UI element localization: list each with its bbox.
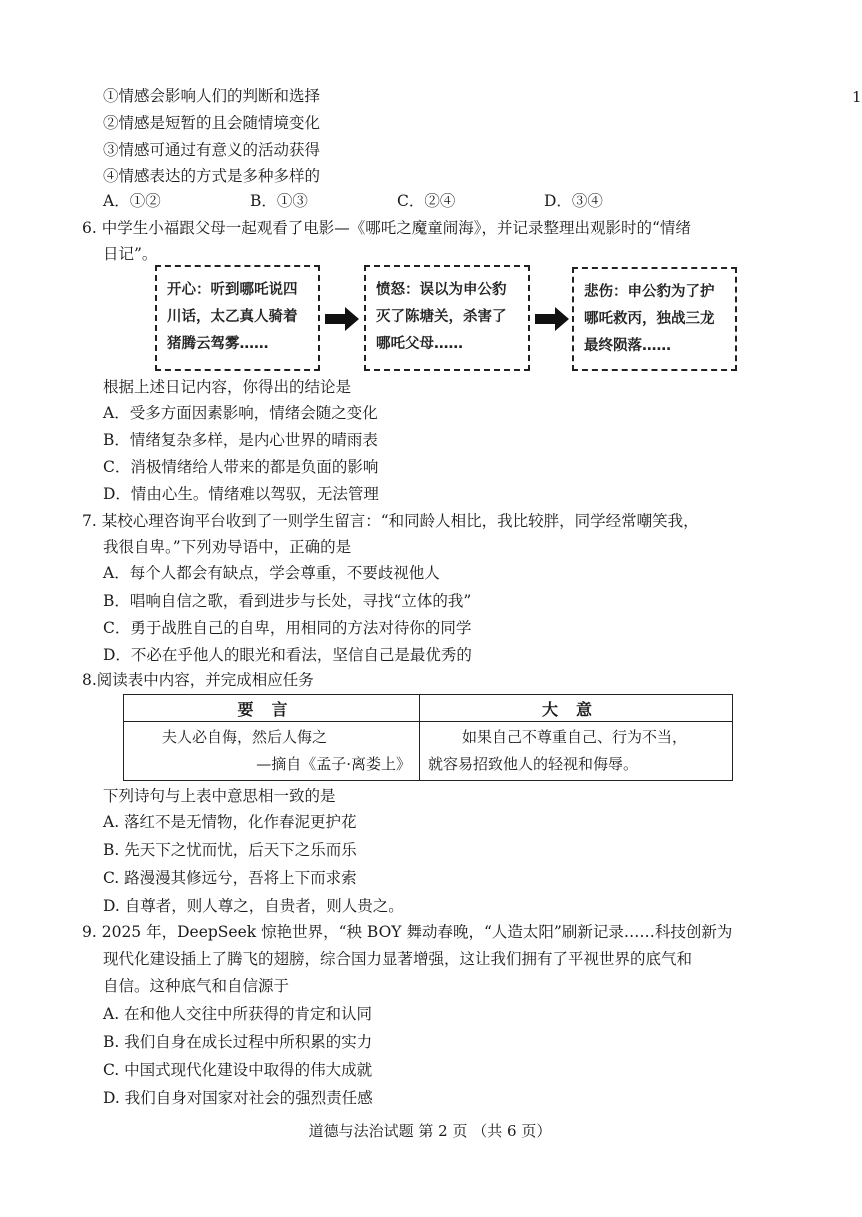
q5-option-a[interactable]: A．①② (103, 192, 161, 210)
diary-sad-line2: 哪吒救丙，独战三龙 (584, 311, 715, 327)
q6-option-d[interactable]: D．情由心生。情绪难以驾驭，无法管理 (103, 485, 379, 503)
q8-question: 下列诗句与上表中意思相一致的是 (103, 787, 336, 805)
q9-stem-line2: 现代化建设插上了腾飞的翅膀，综合国力显著增强，这让我们拥有了平视世界的底气和 (103, 950, 693, 968)
q9-option-b[interactable]: B. 我们自身在成长过程中所积累的实力 (103, 1033, 373, 1051)
statement-2: ②情感是短暂的且会随情境变化 (103, 114, 321, 132)
q6-stem-line2: 日记”。 (103, 245, 158, 263)
q7-stem-line1: 7. 某校心理咨询平台收到了一则学生留言：“和同龄人相比，我比较胖，同学经常嘲笑我， (82, 512, 699, 530)
q6-option-c[interactable]: C．消极情绪给人带来的都是负面的影响 (103, 458, 379, 476)
diary-angry-line1: 愤怒：误以为申公豹 (376, 282, 507, 298)
diary-sad-line3: 最终陨落…… (584, 338, 671, 354)
arrow-right-icon (325, 307, 359, 331)
diary-box-sad (572, 267, 737, 371)
table-meaning-cell (420, 722, 733, 781)
q8-option-b[interactable]: B. 先天下之忧而忧，后天下之乐而乐 (103, 841, 357, 859)
arrow-right-icon (535, 307, 569, 331)
table-header-meaning: 大意 (420, 695, 733, 722)
quote-table (123, 694, 733, 781)
diary-happy-line2: 川话，太乙真人骑着 (167, 309, 298, 325)
q8-option-c[interactable]: C. 路漫漫其修远兮，吾将上下而求索 (103, 869, 357, 887)
table-header-quote: 要言 (124, 695, 420, 722)
diary-box-happy (155, 265, 320, 371)
meaning-line1: 如果自己不尊重自己、行为不当， (462, 728, 688, 746)
q6-option-b[interactable]: B．情绪复杂多样，是内心世界的晴雨表 (103, 431, 378, 449)
diary-happy-line3: 猪腾云驾雾…… (167, 336, 269, 352)
q6-question: 根据上述日记内容，你得出的结论是 (103, 378, 352, 396)
q7-option-b[interactable]: B．唱响自信之歌，看到进步与长处，寻找“立体的我” (103, 592, 472, 610)
statement-3: ③情感可通过有意义的活动获得 (103, 141, 321, 159)
q6-stem-line1: 6. 中学生小福跟父母一起观看了电影—《哪吒之魔童闹海》，并记录整理出观影时的“情绪 (82, 219, 691, 237)
q9-option-d[interactable]: D. 我们自身对国家对社会的强烈责任感 (103, 1089, 373, 1107)
diary-happy-line1: 开心：听到哪吒说四 (167, 282, 298, 298)
q5-option-d[interactable]: D．③④ (544, 192, 603, 210)
q7-option-d[interactable]: D．不必在乎他人的眼光和看法，坚信自己是最优秀的 (103, 646, 472, 664)
q7-stem-line2: 我很自卑。”下列劝导语中，正确的是 (103, 538, 352, 556)
statement-1: ①情感会影响人们的判断和选择 (103, 87, 321, 105)
diary-sad-line1: 悲伤：申公豹为了护 (584, 284, 715, 300)
q9-stem-line1: 9. 2025 年，DeepSeek 惊艳世界，“秧 BOY 舞动春晚，“人造太阳”刷新记录……科技创新为 (82, 923, 733, 941)
page-footer: 道德与法治试题 第 2 页 （共 6 页） (308, 1122, 552, 1140)
diary-angry-line2: 灭了陈塘关，杀害了 (376, 309, 507, 325)
page-number: 1 (852, 88, 862, 106)
diary-angry-line3: 哪吒父母…… (376, 336, 463, 352)
quote-source: —摘自《孟子·离娄上》 (256, 755, 411, 773)
q7-option-a[interactable]: A．每个人都会有缺点，学会尊重，不要歧视他人 (103, 564, 440, 582)
q9-stem-line3: 自信。这种底气和自信源于 (103, 977, 290, 995)
q9-option-a[interactable]: A. 在和他人交往中所获得的肯定和认同 (103, 1005, 373, 1023)
q8-option-a[interactable]: A. 落红不是无情物，化作春泥更护花 (103, 813, 357, 831)
q7-option-c[interactable]: C．勇于战胜自己的自卑，用相同的方法对待你的同学 (103, 619, 472, 637)
diary-box-angry (364, 265, 530, 371)
meaning-line2: 就容易招致他人的轻视和侮辱。 (428, 755, 639, 773)
quote-line1: 夫人必自侮，然后人侮之 (162, 728, 328, 746)
q8-option-d[interactable]: D. 自尊者，则人尊之，自贵者，则人贵之。 (103, 897, 404, 915)
q6-option-a[interactable]: A．受多方面因素影响，情绪会随之变化 (103, 404, 378, 422)
q5-option-c[interactable]: C．②④ (397, 192, 456, 210)
statement-4: ④情感表达的方式是多种多样的 (103, 167, 321, 185)
q8-stem: 8.阅读表中内容，并完成相应任务 (82, 671, 314, 689)
table-quote-cell (124, 722, 420, 781)
q9-option-c[interactable]: C. 中国式现代化建设中取得的伟大成就 (103, 1061, 373, 1079)
q5-option-b[interactable]: B．①③ (250, 192, 308, 210)
